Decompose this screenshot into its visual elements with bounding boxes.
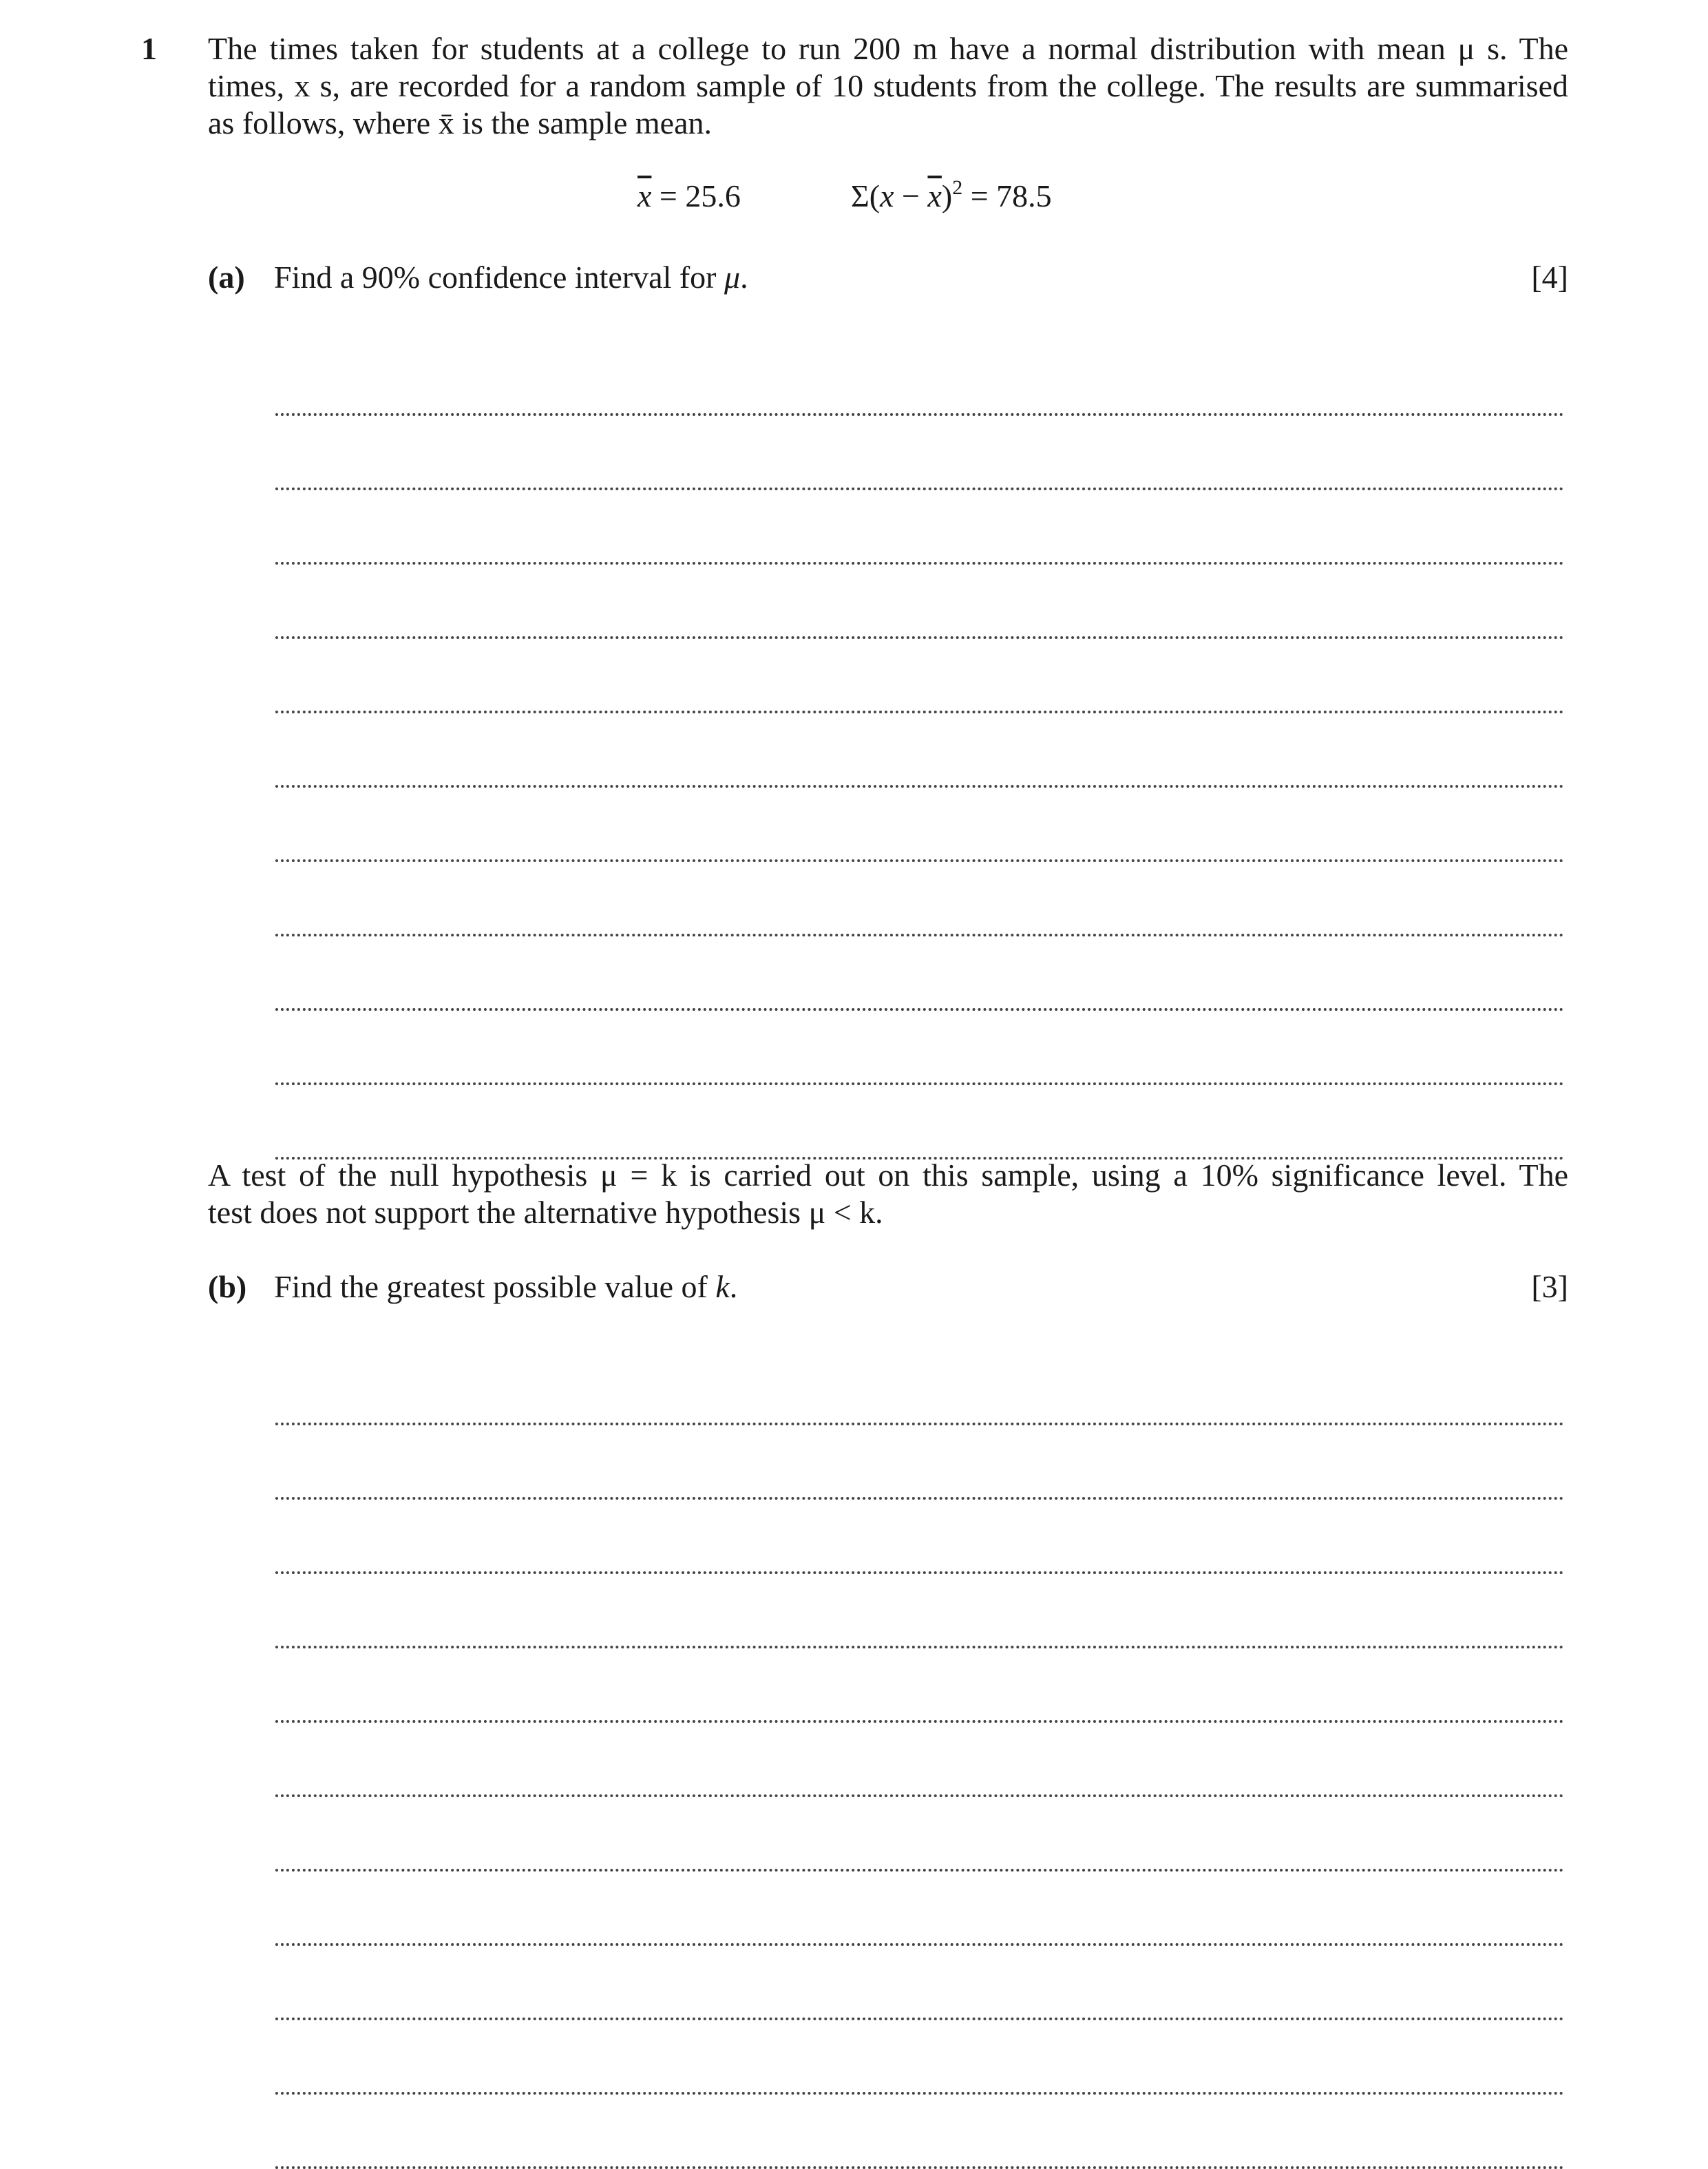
answer-line[interactable] bbox=[275, 1351, 1564, 1425]
answer-line[interactable] bbox=[275, 1085, 1564, 1160]
xbar-value: = 25.6 bbox=[651, 178, 741, 213]
sum-x: x bbox=[880, 178, 894, 213]
summary-mean bbox=[637, 178, 741, 215]
answer-line[interactable] bbox=[275, 2020, 1564, 2095]
answer-line[interactable] bbox=[275, 1946, 1564, 2020]
question-number: 1 bbox=[141, 31, 157, 66]
part-a-marks: [4] bbox=[1531, 260, 1568, 295]
answer-line[interactable] bbox=[275, 1011, 1564, 1085]
stem-line-2: times, x s, are recorded for a random sample of 10 students from the college. The results are summarised bbox=[208, 68, 1568, 103]
answer-line[interactable] bbox=[275, 1500, 1564, 1574]
part-b-end: . bbox=[729, 1269, 738, 1304]
part-b-marks: [3] bbox=[1531, 1269, 1568, 1304]
part-a bbox=[208, 259, 1568, 296]
sum-minus: − bbox=[894, 178, 928, 213]
answer-line[interactable] bbox=[275, 342, 1564, 416]
part-b-label: (b) bbox=[208, 1269, 247, 1304]
part-a-mu: μ bbox=[724, 260, 741, 295]
summary-sum-squares bbox=[851, 178, 1052, 215]
answer-line[interactable] bbox=[275, 1872, 1564, 1946]
stem-line-3: as follows, where x̄ is the sample mean. bbox=[208, 105, 712, 140]
part-a-prompt bbox=[208, 259, 748, 296]
sum-close: ) bbox=[941, 178, 953, 213]
answer-line[interactable] bbox=[275, 1648, 1564, 1723]
answer-line[interactable] bbox=[275, 713, 1564, 788]
answer-line[interactable] bbox=[275, 936, 1564, 1011]
answer-line[interactable] bbox=[275, 490, 1564, 565]
answer-line[interactable] bbox=[275, 1425, 1564, 1500]
answer-line[interactable] bbox=[275, 2095, 1564, 2169]
part-a-answer-area[interactable] bbox=[275, 342, 1564, 1160]
sum-value: = 78.5 bbox=[962, 178, 1052, 213]
part-b bbox=[208, 1268, 1568, 1306]
part-a-text: Find a 90% confidence interval for bbox=[274, 260, 724, 295]
part-b-answer-area[interactable] bbox=[275, 1351, 1564, 2169]
part-b-text: Find the greatest possible value of bbox=[274, 1269, 716, 1304]
question-stem bbox=[208, 30, 1568, 142]
answer-line[interactable] bbox=[275, 639, 1564, 713]
part-b-prompt bbox=[208, 1268, 737, 1306]
hypothesis-paragraph bbox=[208, 1157, 1568, 1231]
sum-exponent: 2 bbox=[952, 176, 963, 199]
answer-line[interactable] bbox=[275, 416, 1564, 490]
paragraph-line-1: A test of the null hypothesis μ = k is carried out on this sample, using a 10% significance level. The bbox=[208, 1157, 1568, 1193]
answer-line[interactable] bbox=[275, 1574, 1564, 1648]
answer-line[interactable] bbox=[275, 862, 1564, 936]
sum-prefix: Σ( bbox=[851, 178, 881, 213]
answer-line[interactable] bbox=[275, 565, 1564, 639]
xbar-symbol: $\overline{x}$ bbox=[637, 178, 652, 213]
part-b-k: k bbox=[715, 1269, 730, 1304]
answer-line[interactable] bbox=[275, 788, 1564, 862]
sum-xbar: $\overline{x}$ bbox=[927, 178, 942, 213]
answer-line[interactable] bbox=[275, 1797, 1564, 1872]
paragraph-line-2: test does not support the alternative hypothesis μ < k. bbox=[208, 1195, 883, 1230]
answer-line[interactable] bbox=[275, 1723, 1564, 1797]
part-a-end: . bbox=[740, 260, 748, 295]
part-a-label: (a) bbox=[208, 260, 245, 295]
stem-line-1: The times taken for students at a college to run 200 m have a normal distribution with mean μ s. The bbox=[208, 31, 1568, 66]
